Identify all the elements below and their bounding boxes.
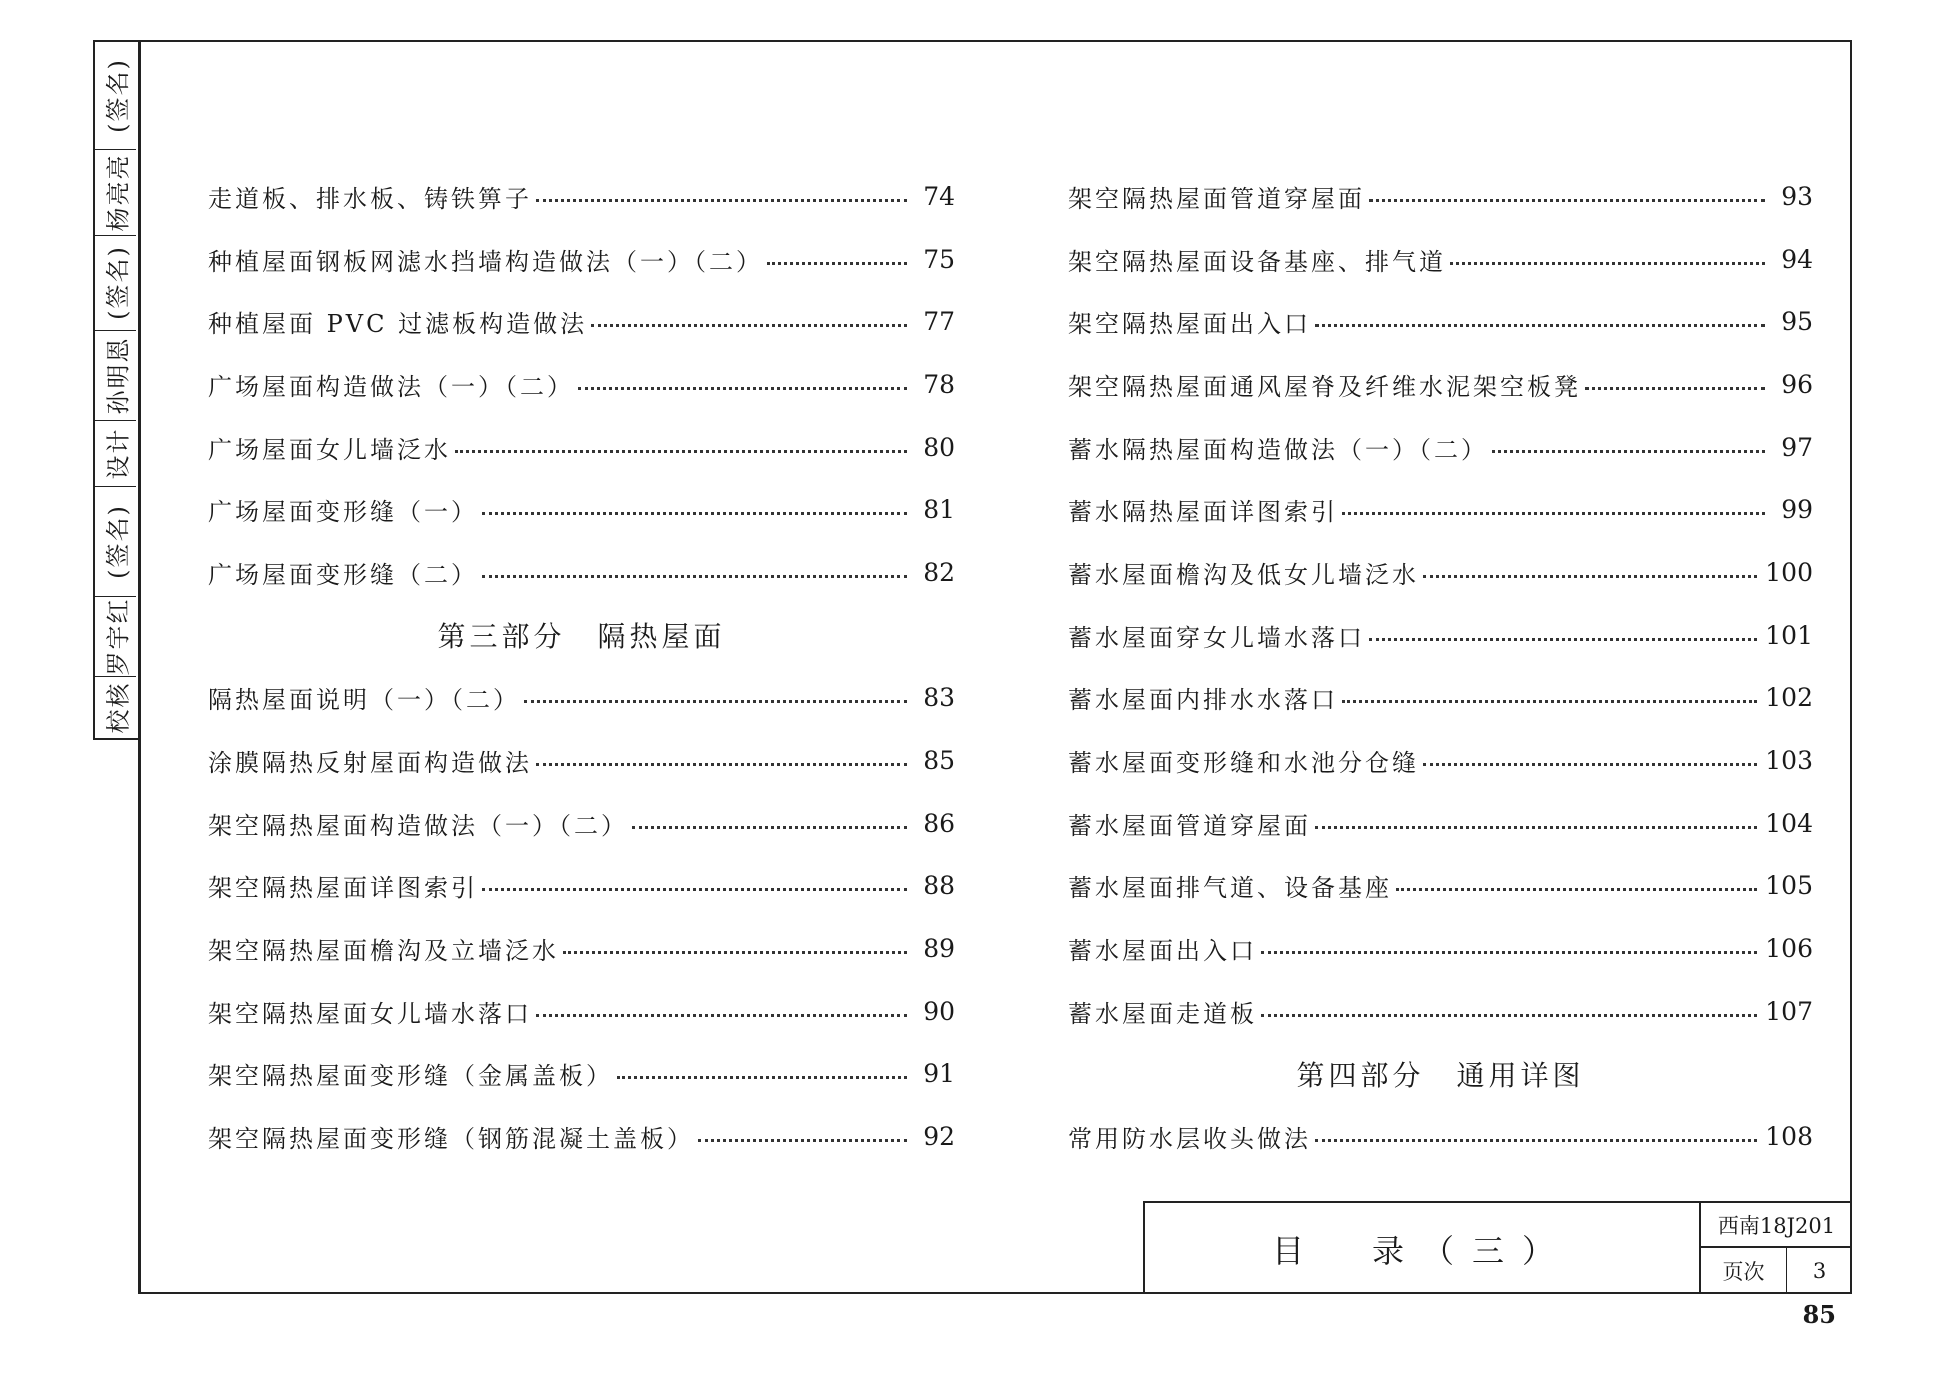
toc-entry-title: 种植屋面 PVC 过滤板构造做法 [208,310,588,339]
toc-row [208,478,955,541]
toc-entry-title: 架空隔热屋面变形缝（钢筋混凝土盖板） [208,1125,694,1154]
toc-entry[interactable] [1068,478,1813,541]
toc-row [1068,290,1813,353]
toc-entry-page: 81 [923,495,955,525]
toc-entry[interactable] [1068,667,1813,730]
dot-leader [1315,324,1765,327]
toc-entry-title: 广场屋面变形缝（一） [208,498,478,527]
dot-leader [1423,575,1757,578]
toc-row [208,416,955,479]
dot-leader [536,1014,907,1017]
toc-entry[interactable] [208,290,955,353]
toc-entry-title: 蓄水屋面出入口 [1068,937,1257,966]
toc-entry-page: 95 [1781,307,1813,337]
toc-entry-page: 104 [1765,808,1813,838]
toc-row [208,604,955,667]
toc-entry-title: 蓄水屋面走道板 [1068,999,1257,1028]
section-heading: 第三部分 隔热屋面 [437,620,726,654]
dot-leader [1396,888,1757,891]
sheet-number: 85 [1802,1300,1836,1329]
dot-leader [482,575,907,578]
toc-entry-page: 107 [1765,996,1813,1026]
toc-entry-page: 101 [1765,620,1813,650]
toc-entry-title: 架空隔热屋面管道穿屋面 [1068,184,1365,213]
toc-entry-page: 106 [1765,934,1813,964]
toc-row [1068,1105,1813,1168]
dot-leader [698,1139,907,1142]
toc-entry[interactable] [1068,729,1813,792]
signature-cell: 罗宇红 [95,596,136,677]
toc-row [208,729,955,792]
toc-entry-page: 93 [1781,181,1813,211]
toc-row [1068,729,1813,792]
toc-entry-title: 蓄水屋面穿女儿墙水落口 [1068,623,1365,652]
toc-entry-page: 78 [923,369,955,399]
page-number: 3 [1812,1259,1827,1283]
toc-entry[interactable] [1068,165,1813,228]
toc-row [208,541,955,604]
toc-entry-page: 90 [923,996,955,1026]
toc-row [1068,416,1813,479]
dot-leader [617,1076,907,1079]
toc-entry-title: 涂膜隔热反射屋面构造做法 [208,749,532,778]
toc-entry-page: 96 [1781,369,1813,399]
dot-leader [563,951,907,954]
toc-row [1068,604,1813,667]
toc-entry-title: 蓄水屋面排气道、设备基座 [1068,874,1392,903]
toc-entry-title: 蓄水隔热屋面构造做法（一）（二） [1068,435,1488,464]
toc-entry-title: 架空隔热屋面出入口 [1068,310,1311,339]
dot-leader [632,826,907,829]
toc-entry-title: 架空隔热屋面通风屋脊及纤维水泥架空板凳 [1068,372,1581,401]
signature-cell: (签名) [95,42,136,150]
signature-cell: 杨亮亮 [95,149,136,236]
toc-entry[interactable] [1068,917,1813,980]
toc-entry-title: 广场屋面变形缝（二） [208,560,478,589]
toc-row [208,980,955,1043]
toc-row [1068,1043,1813,1106]
dot-leader [482,512,907,515]
toc-row [208,917,955,980]
dot-leader [482,888,907,891]
toc-left-column [208,165,955,1168]
toc-row [1068,792,1813,855]
toc-entry[interactable] [1068,855,1813,918]
dot-leader [524,700,907,703]
signature-cell: 设计 [95,420,136,487]
toc-row [208,792,955,855]
toc-entry-title: 蓄水隔热屋面详图索引 [1068,498,1338,527]
atlas-code: 西南18J201 [1701,1203,1852,1248]
toc-row [1068,228,1813,291]
toc-entry-page: 105 [1765,871,1813,901]
dot-leader [578,387,907,390]
signature-strip [93,40,138,740]
toc-entry[interactable] [208,667,955,730]
dot-leader [1423,763,1757,766]
dot-leader [591,324,907,327]
toc-entry[interactable] [208,729,955,792]
signature-cell: (签名) [95,486,136,597]
toc-row [208,290,955,353]
toc-row [1068,917,1813,980]
sheet-title: 目 录（三） [1145,1203,1701,1294]
toc-entry-title: 蓄水屋面檐沟及低女儿墙泛水 [1068,560,1419,589]
toc-entry-page: 91 [923,1059,955,1089]
toc-row [1068,980,1813,1043]
toc-row [208,1105,955,1168]
toc-entry-title: 走道板、排水板、铸铁箅子 [208,184,532,213]
toc-row [1068,541,1813,604]
toc-entry[interactable] [208,353,955,416]
toc-entry-title: 广场屋面构造做法（一）（二） [208,372,574,401]
dot-leader [1450,262,1765,265]
toc-entry[interactable] [1068,541,1813,604]
toc-entry-title: 架空隔热屋面女儿墙水落口 [208,999,532,1028]
dot-leader [536,199,907,202]
dot-leader [1315,1139,1757,1142]
signature-cell: 校核 [104,681,132,733]
toc-entry[interactable] [208,228,955,291]
toc-entry-title: 常用防水层收头做法 [1068,1125,1311,1154]
toc-entry-title: 蓄水屋面变形缝和水池分仓缝 [1068,749,1419,778]
toc-entry[interactable] [208,792,955,855]
toc-entry-page: 75 [923,244,955,274]
toc-row [1068,353,1813,416]
toc-entry-page: 74 [923,181,955,211]
toc-entry-page: 102 [1765,683,1813,713]
toc-entry[interactable] [208,165,955,228]
toc-entry-page: 82 [923,557,955,587]
toc-entry-page: 80 [923,432,955,462]
toc-entry-title: 架空隔热屋面构造做法（一）（二） [208,811,628,840]
toc-entry-page: 85 [923,746,955,776]
toc-entry[interactable] [1068,1105,1813,1168]
toc-entry-page: 100 [1765,557,1813,587]
dot-leader [1261,1014,1757,1017]
toc-entry-page: 103 [1765,746,1813,776]
toc-entry-page: 92 [923,1122,955,1152]
signature-cell: (签名) [95,235,136,331]
toc-row [1068,478,1813,541]
dot-leader [455,450,907,453]
dot-leader [1261,951,1757,954]
toc-entry-page: 94 [1781,244,1813,274]
toc-row [208,667,955,730]
toc-entry-title: 架空隔热屋面设备基座、排气道 [1068,247,1446,276]
dot-leader [536,763,907,766]
dot-leader [1369,638,1757,641]
toc-entry[interactable] [1068,792,1813,855]
toc-entry-page: 83 [923,683,955,713]
toc-row [208,228,955,291]
signature-cell: 孙明恩 [95,330,136,421]
page-label: 页次 [1701,1248,1787,1294]
toc-row [208,353,955,416]
toc-entry[interactable] [208,917,955,980]
toc-entry-title: 隔热屋面说明（一）（二） [208,686,520,715]
toc-entry[interactable] [1068,228,1813,291]
toc-entry-page: 97 [1781,432,1813,462]
dot-leader [1342,512,1765,515]
toc-row [208,855,955,918]
toc-entry[interactable] [208,478,955,541]
toc-entry-page: 88 [923,871,955,901]
toc-entry[interactable] [208,541,955,604]
toc-entry-title: 蓄水屋面管道穿屋面 [1068,811,1311,840]
section-heading: 第四部分 通用详图 [1296,1058,1585,1092]
toc-entry-title: 广场屋面女儿墙泛水 [208,435,451,464]
toc-row [1068,165,1813,228]
dot-leader [1492,450,1765,453]
toc-entry-page: 86 [923,808,955,838]
toc-entry[interactable] [1068,980,1813,1043]
toc-entry[interactable] [1068,416,1813,479]
toc-row [1068,667,1813,730]
toc-row [208,165,955,228]
dot-leader [1585,387,1765,390]
toc-entry-title: 种植屋面钢板网滤水挡墙构造做法（一）（二） [208,247,763,276]
toc-entry-page: 89 [923,934,955,964]
toc-entry[interactable] [1068,290,1813,353]
toc-entry[interactable] [208,416,955,479]
toc-entry[interactable] [208,855,955,918]
dot-leader [1342,700,1757,703]
title-block [1143,1201,1852,1294]
toc-entry[interactable] [208,1105,955,1168]
toc-entry-title: 架空隔热屋面檐沟及立墙泛水 [208,937,559,966]
dot-leader [767,262,907,265]
toc-entry-page: 108 [1765,1122,1813,1152]
toc-entry-page: 99 [1781,495,1813,525]
toc-entry-title: 架空隔热屋面变形缝（金属盖板） [208,1062,613,1091]
dot-leader [1315,826,1757,829]
toc-entry[interactable] [208,1043,955,1106]
toc-entry-page: 77 [923,307,955,337]
toc-row [208,1043,955,1106]
toc-entry-title: 架空隔热屋面详图索引 [208,874,478,903]
toc-row [1068,855,1813,918]
toc-right-column [1068,165,1813,1168]
toc-entry[interactable] [208,980,955,1043]
toc-entry[interactable] [1068,604,1813,667]
toc-entry[interactable] [1068,353,1813,416]
dot-leader [1369,199,1765,202]
toc-entry-title: 蓄水屋面内排水水落口 [1068,686,1338,715]
